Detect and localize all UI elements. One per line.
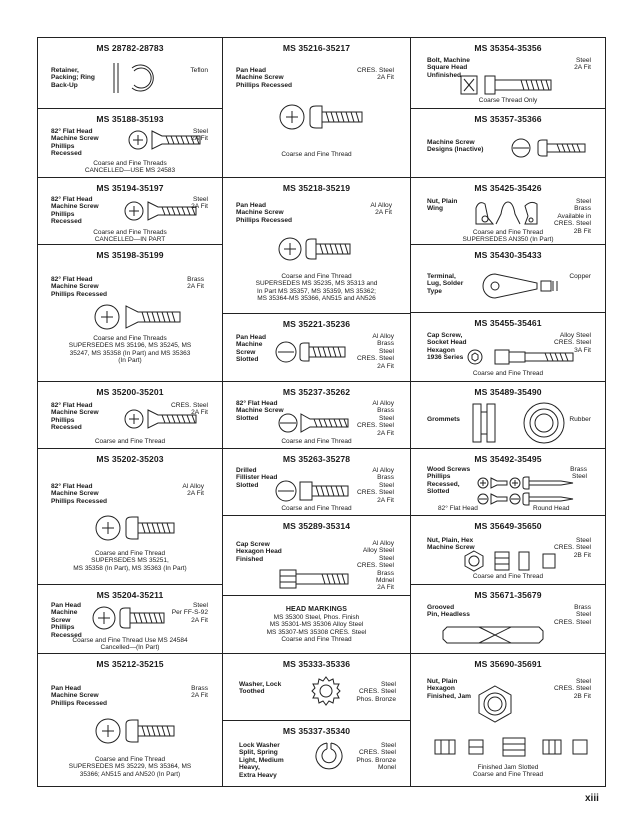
cell-ms-35455	[410, 312, 606, 382]
part-name: Nut, Plain Hexagon Finished, Jam	[427, 678, 471, 700]
part-name: Pan Head Machine Screw Phillips Recessed	[51, 685, 108, 707]
part-material: CRES. Steel 2A Fit	[356, 67, 394, 82]
cell-ms-35289	[222, 515, 411, 596]
cell-ms-35354	[410, 37, 606, 109]
part-number: MS 35357-35366	[474, 114, 542, 124]
part-note: Coarse and Fine Threads SUPERSEDES MS 35196, MS 35245, MS 35247, MS 35358 (In Part) and MS 35363 (In Part)	[68, 335, 192, 364]
part-name: 82° Flat Head Machine Screw Phillips Recessed	[51, 196, 99, 226]
part-name: Pan Head Machine Screw Slotted	[236, 334, 267, 364]
tooth-lock-washer-icon	[311, 676, 341, 706]
cell-ms-35357	[410, 108, 606, 178]
fillister-screw-icon	[275, 479, 355, 503]
flat-head-label: 82° Flat Head	[438, 505, 478, 512]
part-number: MS 35263-35278	[282, 454, 351, 464]
part-name: Nut, Plain, Hex Machine Screw	[427, 537, 475, 552]
part-material: Copper	[569, 273, 591, 280]
part-material: Brass Steel	[570, 466, 587, 481]
part-name: 82° Flat Head Machine Screw Phillips Recessed	[51, 276, 108, 298]
part-number: MS 35649-35650	[474, 521, 542, 531]
part-note: Coarse and Fine Thread	[281, 151, 352, 158]
flat-head-screw-icon	[94, 303, 184, 331]
part-name: Terminal, Lug, Solder Type	[427, 273, 464, 295]
part-material: Rubber	[569, 416, 591, 423]
slotted-pan-screw-icon	[275, 340, 351, 364]
part-material: Teflon	[190, 67, 208, 74]
part-number: MS 35455-35461	[474, 318, 542, 328]
part-material: Brass Steel CRES. Steel	[553, 604, 591, 626]
part-note: Coarse Thread Only	[478, 97, 538, 104]
part-number: MS 35430-35433	[474, 250, 542, 260]
part-note: Coarse and Fine Thread Use MS 24584 Cancelled—(In Part)	[72, 637, 188, 652]
cell-ms-35649	[410, 515, 606, 585]
part-number: MS 35204-35211	[96, 590, 164, 600]
part-note: Coarse and Fine Thread SUPERSEDES AN350 (In Part)	[462, 229, 554, 244]
part-name: Pan Head Machine Screw Phillips Recessed	[236, 202, 293, 224]
part-note: Coarse and Fine Thread	[281, 505, 352, 512]
grommet-icon	[469, 400, 579, 446]
part-name: Cap Screw, Socket Head Hexagon 1936 Series	[427, 332, 467, 362]
part-note: MS 35300 Steel, Phos. Finish MS 35301-MS 35306 Alloy Steel MS 35307-MS 35308 CRES. Steel Coarse and Fine Thread	[266, 614, 367, 643]
part-number: MS 35333-35336	[282, 659, 351, 669]
part-note: Coarse and Fine Threads CANCELLED—IN PART	[93, 229, 167, 244]
pan-head-screw-icon	[278, 236, 358, 262]
part-name: 82° Flat Head Machine Screw Slotted	[236, 400, 284, 422]
cell-ms-35263	[222, 448, 411, 516]
part-material: Alloy Steel CRES. Steel 3A Fit	[553, 332, 591, 354]
part-name: 82° Flat Head Machine Screw Phillips Recessed	[51, 483, 108, 505]
part-name: 82° Flat Head Machine Screw Phillips Recessed	[51, 128, 99, 158]
cell-ms-35212	[37, 653, 223, 787]
flat-head-screw-icon	[124, 200, 204, 222]
cell-ms-35333	[222, 653, 411, 721]
hex-nut-icon	[463, 550, 563, 572]
part-material: CRES. Steel 2A Fit	[170, 402, 208, 417]
part-material: Al Alloy Brass Steel CRES. Steel 2A Fit	[356, 400, 394, 437]
grooved-pin-icon	[439, 625, 549, 645]
split-lock-washer-icon	[313, 741, 343, 771]
pan-head-screw-icon	[94, 716, 178, 746]
flat-head-screw-icon	[124, 408, 204, 430]
machine-screw-icon	[511, 137, 591, 159]
part-number: MS 35200-35201	[96, 387, 164, 397]
cell-ms-35237	[222, 381, 411, 449]
part-name: Washer, Lock Toothed	[239, 681, 282, 696]
cell-ms-35216	[222, 37, 411, 178]
part-name: Wood Screws Phillips Recessed, Slotted	[427, 466, 471, 496]
cell-ms-35690	[410, 653, 606, 787]
part-number: MS 35237-35262	[282, 387, 351, 397]
part-material: Al Alloy Brass Steel CRES. Steel 2A Fit	[356, 467, 394, 504]
part-number: MS 35492-35495	[474, 454, 542, 464]
cell-ms-35200	[37, 381, 223, 449]
part-name: Cap Screw Hexagon Head Finished	[236, 541, 282, 563]
part-material: Steel CRES. Steel Phos. Bronze	[356, 681, 396, 703]
round-head-label: Round Head	[533, 505, 570, 512]
cell-ms-35221	[222, 313, 411, 382]
part-material: Steel 2A Fit	[191, 196, 208, 211]
part-name: Retainer, Packing; Ring Back-Up	[51, 67, 95, 89]
part-material: Al Alloy 2A Fit	[370, 202, 392, 217]
part-note: Coarse and Fine Thread SUPERSEDES MS 35229, MS 35364, MS 35366; AN515 and AN520 (In Part)	[68, 756, 192, 778]
section-title: HEAD MARKINGS	[285, 606, 348, 613]
pan-head-screw-icon	[92, 605, 172, 631]
hex-cap-screw-icon	[278, 568, 354, 590]
square-head-bolt-icon	[459, 74, 559, 98]
part-number: MS 35489-35490	[474, 387, 542, 397]
part-number: MS 28782-28783	[96, 43, 164, 53]
cell-ms-35218	[222, 177, 411, 314]
part-material: Al Alloy Brass Steel CRES. Steel 2A Fit	[356, 333, 394, 370]
cell-ms-35430	[410, 244, 606, 313]
part-material: Steel 2A Fit	[191, 128, 208, 143]
wing-nut-icon	[473, 198, 543, 228]
cell-ms-28782	[37, 37, 223, 109]
cell-ms-35198	[37, 244, 223, 382]
part-number: MS 35194-35197	[96, 183, 164, 193]
pan-head-screw-icon	[94, 513, 178, 543]
part-material: Brass 2A Fit	[187, 276, 204, 291]
wood-screw-icon	[477, 475, 577, 507]
part-note: Coarse and Fine Thread	[472, 370, 544, 377]
part-number: MS 35337-35340	[282, 726, 351, 736]
part-material: Steel CRES. Steel 2B Fit	[553, 537, 591, 559]
part-note: Coarse and Fine Threads CANCELLED—USE MS 24583	[84, 160, 176, 175]
cell-ms-35671	[410, 584, 606, 654]
part-material: Al Alloy Alloy Steel Steel CRES. Steel Brass Mdnel 2A Fit	[356, 540, 394, 592]
part-note: Coarse and Fine Thread SUPERSEDES MS 35235, MS 35313 and In Part MS 35357, MS 35359, MS 35362; MS 35364-MS 35366, AN515 and AN526	[255, 273, 378, 302]
part-name: Grommets	[427, 416, 460, 423]
part-name: 82° Flat Head Machine Screw Phillips Recessed	[51, 402, 99, 432]
part-note: Coarse and Fine Thread	[281, 438, 352, 445]
cell-ms-35425	[410, 177, 606, 245]
part-material: Al Alloy 2A Fit	[182, 483, 204, 498]
backup-ring-icon	[110, 58, 170, 98]
cell-ms-35489	[410, 381, 606, 449]
cell-head-markings	[222, 595, 411, 654]
page-number: xiii	[585, 793, 599, 804]
part-number: MS 35216-35217	[282, 43, 351, 53]
part-name: Lock Washer Split, Spring Light, Medium Heavy, Extra Heavy	[239, 742, 284, 779]
part-number: MS 35202-35203	[96, 454, 164, 464]
part-material: Steel Brass Available in CRES. Steel 2B Fit	[553, 198, 591, 235]
part-name: Bolt, Machine Square Head Unfinished	[427, 57, 470, 79]
part-material: Steel CRES. Steel 2B Fit	[553, 678, 591, 700]
part-number: MS 35354-35356	[474, 43, 542, 53]
part-number: MS 35198-35199	[96, 250, 164, 260]
jam-nut-icon	[425, 684, 595, 764]
cell-ms-35194	[37, 177, 223, 245]
part-number: MS 35690-35691	[474, 659, 542, 669]
cell-ms-35188	[37, 108, 223, 178]
part-material: Steel CRES. Steel Phos. Bronze Monel	[356, 742, 396, 772]
socket-cap-screw-icon	[467, 347, 577, 367]
part-material: Steel Per FF-S-92 2A Fit	[171, 602, 208, 624]
part-name: Grooved Pin, Headless	[427, 604, 470, 619]
slotted-flat-screw-icon	[278, 412, 354, 434]
part-note: Finished Jam Slotted Coarse and Fine Thread	[472, 764, 544, 779]
part-number: MS 35425-35426	[474, 183, 542, 193]
part-name: Nut, Plain Wing	[427, 198, 458, 213]
part-number: MS 35188-35193	[96, 114, 164, 124]
part-number: MS 35212-35215	[96, 659, 164, 669]
part-number: MS 35289-35314	[282, 521, 351, 531]
part-number: MS 35671-35679	[474, 590, 542, 600]
part-name: Pan Head Machine Screw Phillips Recessed	[51, 602, 82, 639]
part-number: MS 35218-35219	[282, 183, 351, 193]
pan-head-screw-icon	[278, 102, 368, 132]
cell-ms-35492	[410, 448, 606, 516]
part-note: Coarse and Fine Thread	[472, 573, 544, 580]
cell-ms-35204	[37, 584, 223, 654]
part-number: MS 35221-35236	[282, 319, 351, 329]
part-note: Coarse and Fine Thread SUPERSEDES MS 35251, MS 35358 (In Part), MS 35363 (In Part)	[73, 550, 187, 572]
flat-head-screw-icon	[128, 129, 208, 151]
cell-ms-35202	[37, 448, 223, 585]
part-note: Coarse and Fine Thread	[94, 438, 166, 445]
part-material: Steel 2A Fit	[574, 57, 591, 72]
part-name: Pan Head Machine Screw Phillips Recessed	[236, 67, 293, 89]
cell-ms-35337	[222, 720, 411, 787]
solder-lug-icon	[481, 271, 571, 301]
part-material: Brass 2A Fit	[191, 685, 208, 700]
part-name: Machine Screw Designs (Inactive)	[427, 139, 484, 154]
part-name: Drilled Fillister Head Slotted	[236, 467, 278, 489]
